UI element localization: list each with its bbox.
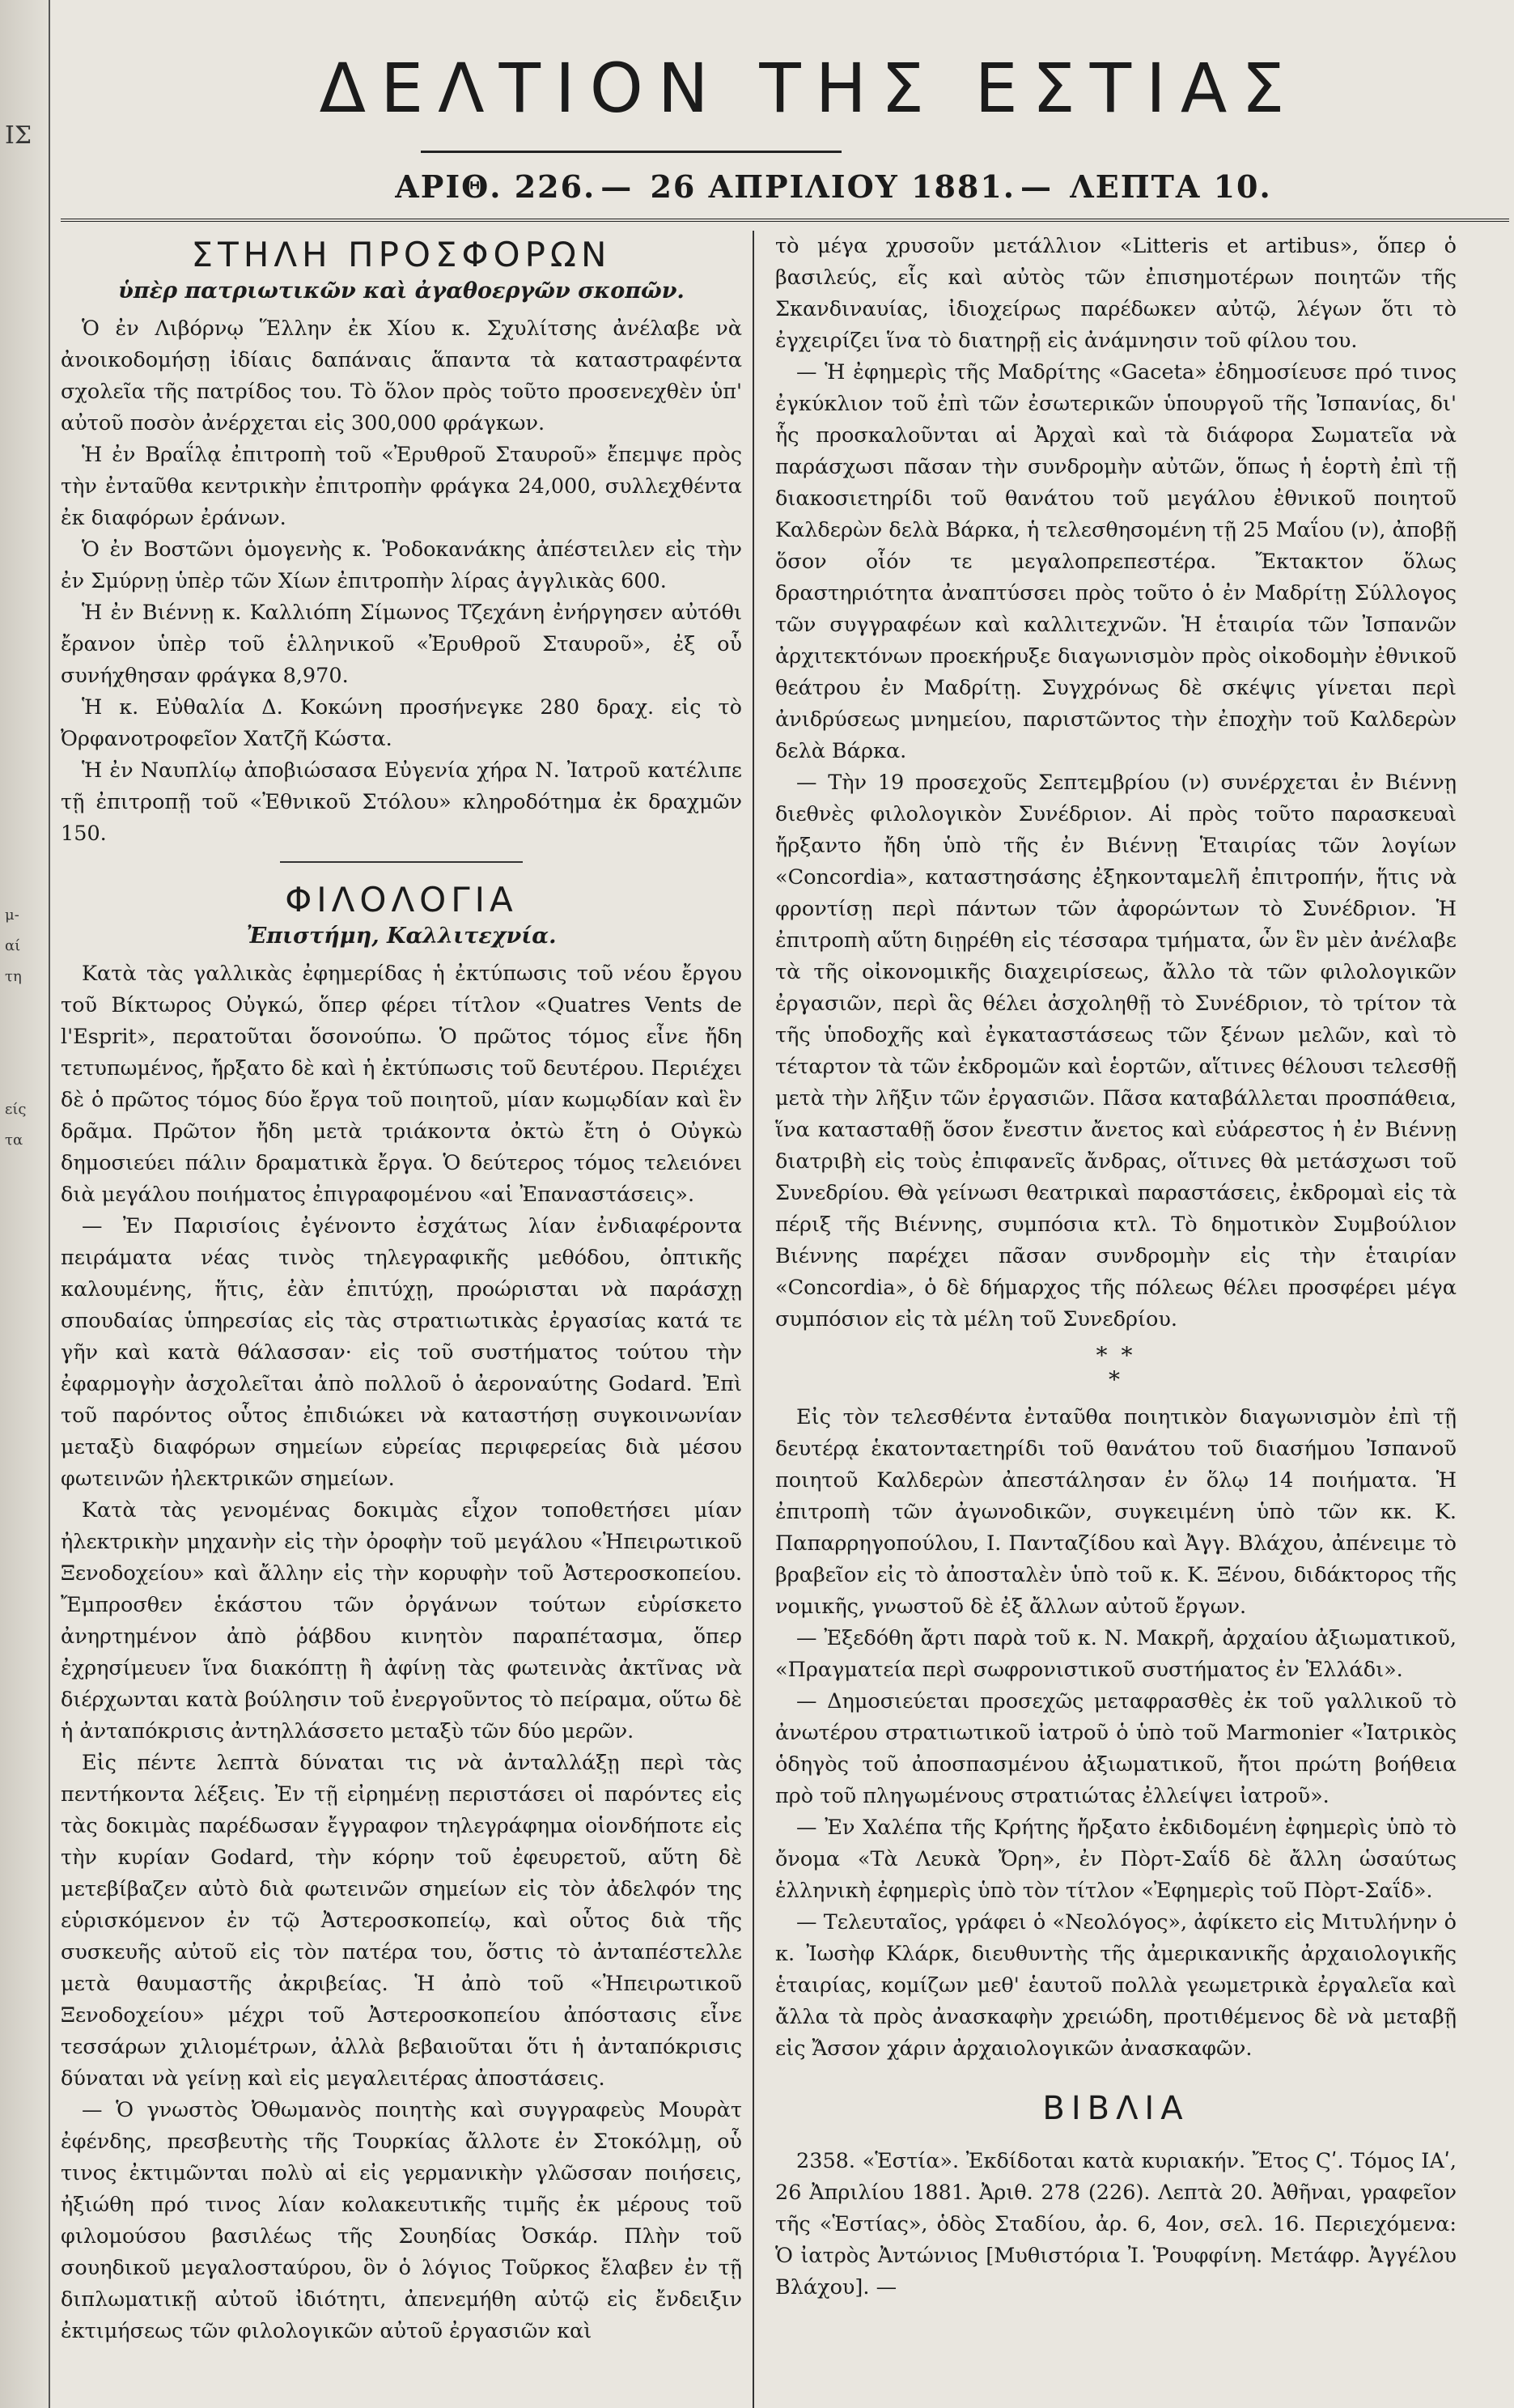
article-paragraph: Ὁ ἐν Βοστῶνι ὁμογενὴς κ. Ῥοδοκανάκης ἀπέστειλεν εἰς τὴν ἐν Σμύρνῃ ὑπὲρ τῶν Χίων ἐπιτροπὴν λίρας ἀγγλικὰς 600.	[61, 537, 742, 593]
left-column	[61, 231, 742, 2347]
biblia-title: ΒΙΒΛΙΑ	[1042, 2090, 1190, 2127]
masthead-rule	[421, 151, 842, 153]
filologia-title: ΦΙΛΟΛΟΓΙΑ	[285, 880, 518, 919]
article-paragraph: Κατὰ τὰς γενομένας δοκιμὰς εἶχον τοποθετήσει μίαν ἠλεκτρικὴν μηχανὴν εἰς τὴν ὀροφὴν τοῦ μεγάλου «Ἠπειρωτικοῦ Ξενοδοχείου» καὶ ἄλλην εἰς τὴν κορυφὴν τοῦ Ἀστεροσκοπείου. Ἔμπροσθεν ἑκάστου τῶν ὀργάνων τούτων εὑρίσκετο ἀνηρτημένον ἀπὸ ῥάβδου κινητὸν παραπέτασμα, ὅπερ ἐχρησίμευεν ἵνα διακόπτῃ ἢ ἀφίνῃ τὰς φωτεινὰς ἀκτῖνας νὰ διέρχωνται κατὰ βούλησιν τοῦ ἐνεργοῦντος τὸ πείραμα, οὕτω δὲ ἡ ἀνταπόκρισις ἀντηλλάσσετο μεταξὺ τῶν δύο μερῶν.	[61, 1498, 742, 1743]
article-paragraph: — Ἐν Χαλέπα τῆς Κρήτης ἤρξατο ἐκδιδομένη ἐφημερὶς ὑπὸ τὸ ὄνομα «Τὰ Λευκὰ Ὄρη», ἐν Πὸρτ-Σαΐδ δὲ ἄλλη ὡσαύτως ἑλληνικὴ ἐφημερὶς ὑπὸ τὸν τίτλον «Ἐφημερὶς τοῦ Πὸρτ-Σαΐδ».	[775, 1816, 1457, 1903]
filologia-subtitle: Ἐπιστήμη, Καλλιτεχνία.	[246, 924, 557, 949]
masthead-title: ΔΕΛΤΙΟΝ ΤΗΣ ΕΣΤΙΑΣ	[319, 49, 1300, 128]
edge-fragment: είς	[5, 1101, 27, 1118]
biblia-entry: 2358. «Ἑστία». Ἐκδίδοται κατὰ κυριακήν. Ἔτος Ϛʹ. Τόμος ΙΑʹ, 26 Ἀπριλίου 1881. Ἀριθ. 278 (226). Λεπτὰ 20. Ἀθῆναι, γραφεῖον τῆς «Ἑστίας», ὁδὸς Σταδίου, ἀρ. 6, 4ον, σελ. 16. Περιεχόμενα: Ὁ ἰατρὸς Ἀντώνιος [Μυθιστόρια Ἰ. Ῥουφφίνη. Μετάφρ. Ἀγγέλου Βλάχου]. —	[775, 2149, 1457, 2300]
prosfores-title: ΣΤΗΛΗ ΠΡΟΣΦΟΡΩΝ	[191, 235, 612, 274]
issue-number: ΑΡΙΘ. 226.	[395, 168, 596, 205]
edge-fragment: τη	[5, 968, 22, 985]
article-paragraph: — Τελευταῖος, γράφει ὁ «Νεολόγος», ἀφίκετο εἰς Μιτυλήνην ὁ κ. Ἰωσὴφ Κλάρκ, διευθυντὴς τῆς ἀμερικανικῆς ἀρχαιολογικῆς ἑταιρίας, κομίζων μεθ' ἑαυτοῦ πολλὰ γεωμετρικὰ ἐργαλεῖα καὶ ἄλλα τὰ πρὸς ἀνασκαφὴν χρειώδη, προτιθέμενος δὲ νὰ μεταβῇ εἰς Ἄσσον χάριν ἀρχαιολογικῶν ἀνασκαφῶν.	[775, 1910, 1457, 2061]
section-rule	[280, 861, 523, 863]
article-paragraph: Ἡ ἐν Βιέννῃ κ. Καλλιόπη Σίμωνος Τζεχάνη ἐνήργησεν αὐτόθι ἔρανον ὑπὲρ τοῦ ἑλληνικοῦ «Ἐρυθροῦ Σταυροῦ», ἐξ οὗ συνήχθησαν φράγκα 8,970.	[61, 601, 742, 688]
issue-date: 26 ΑΠΡΙΛΙΟΥ 1881.	[650, 168, 1016, 205]
adjacent-page-edge	[0, 0, 50, 2408]
article-paragraph: Ἡ κ. Εὐθαλία Δ. Κοκώνη προσήνεγκε 280 δραχ. εἰς τὸ Ὀρφανοτροφεῖον Χατζῆ Κώστα.	[61, 695, 742, 751]
article-paragraph: — Ἐξεδόθη ἄρτι παρὰ τοῦ κ. Ν. Μακρῆ, ἀρχαίου ἀξιωματικοῦ, «Πραγματεία περὶ σωφρονιστικοῦ συστήματος ἐν Ἑλλάδι».	[775, 1626, 1457, 1682]
article-paragraph: Εἰς τὸν τελεσθέντα ἐνταῦθα ποιητικὸν διαγωνισμὸν ἐπὶ τῇ δευτέρᾳ ἑκατονταετηρίδι τοῦ θανάτου τοῦ διασήμου Ἰσπανοῦ ποιητοῦ Καλδερὼν ἀπεστάλησαν ἐν ὅλῳ 14 ποιήματα. Ἡ ἐπιτροπὴ τῶν ἀγωνοδικῶν, συγκειμένη ὑπὸ τῶν κκ. Κ. Παπαρρηγοπούλου, Ι. Πανταζίδου καὶ Ἀγγ. Βλάχου, ἀπένειμε τὸ βραβεῖον εἰς τὸ ἀποσταλὲν ὑπὸ τοῦ κ. Κ. Ξένου, διδάκτορος τῆς νομικῆς, γνωστοῦ δὲ ἐξ ἄλλων αὐτοῦ ἔργων.	[775, 1405, 1457, 1619]
article-paragraph: Ἡ ἐν Ναυπλίῳ ἀποβιώσασα Εὐγενία χήρα Ν. Ἰατροῦ κατέλιπε τῇ ἐπιτροπῇ τοῦ «Ἐθνικοῦ Στόλου» κληροδότημα ἐκ δραχμῶν 150.	[61, 758, 742, 846]
edge-fragment: τα	[5, 1132, 23, 1149]
article-paragraph: — Ἡ ἐφημερὶς τῆς Μαδρίτης «Gaceta» ἐδημοσίευσε πρό τινος ἐγκύκλιον τοῦ ἐπὶ τῶν ἐσωτερικῶν ὑπουργοῦ τῆς Ἰσπανίας, δι' ἧς προσκαλοῦνται αἱ Ἀρχαὶ καὶ τὰ διάφορα Σωματεῖα νὰ παράσχωσι πᾶσαν τὴν συνδρομὴν αὐτῶν, ὅπως ἡ ἑορτὴ ἐπὶ τῇ διακοσιετηρίδι τοῦ θανάτου τοῦ μεγάλου ἐθνικοῦ ποιητοῦ Καλδερὼν δελὰ Βάρκα, ἡ τελεσθησομένη τῇ 25 Μαΐου (ν), ἀποβῇ ὅσον οἷόν τε μεγαλοπρεπεστέρα. Ἔκτακτον ὅλως δραστηριότητα ἀναπτύσσει πρὸς τοῦτο ὁ ἐν Μαδρίτῃ Σύλλογος τῶν συγγραφέων καὶ καλλιτεχνῶν. Ἡ ἑταιρία τῶν Ἰσπανῶν ἀρχιτεκτόνων προεκήρυξε διαγωνισμὸν πρὸς οἰκοδομὴν ἐθνικοῦ θεάτρου ἐν Μαδρίτῃ. Συγχρόνως δὲ σκέψις γίνεται περὶ ἀνιδρύσεως μνημείου, παριστῶντος τὴν ἐποχὴν τοῦ Καλδερὼν δελὰ Βάρκα.	[775, 360, 1457, 763]
article-paragraph: Ἡ ἐν Βραΐλᾳ ἐπιτροπὴ τοῦ «Ἐρυθροῦ Σταυροῦ» ἔπεμψε πρὸς τὴν ἐνταῦθα κεντρικὴν ἐπιτροπὴν φράγκα 24,000, συλλεχθέντα ἐκ διαφόρων ἐράνων.	[61, 443, 742, 530]
article-paragraph: Ὁ ἐν Λιβόρνῳ Ἕλλην ἐκ Χίου κ. Σχυλίτσης ἀνέλαβε νὰ ἀνοικοδομήσῃ ἰδίαις δαπάναις ἅπαντα τὰ καταστραφέντα σχολεῖα τῆς πατρίδος του. Τὸ ὅλον πρὸς τοῦτο προσενεχθὲν ὑπ' αὐτοῦ ποσὸν ἀνέρχεται εἰς 300,000 φράγκων.	[61, 316, 742, 435]
article-paragraph: — Δημοσιεύεται προσεχῶς μεταφρασθὲς ἐκ τοῦ γαλλικοῦ τὸ ἀνωτέρου στρατιωτικοῦ ἰατροῦ ὁ ὑπὸ τοῦ Marmonier «Ἰατρικὸς ὁδηγὸς τοῦ ἀποσπασμένου ἀξιωματικοῦ, ἤτοι πρώτη βοήθεια πρὸ τοῦ πληγωμένους στρατιώτας ἐλλείψει ἰατροῦ».	[775, 1689, 1457, 1808]
article-paragraph: Κατὰ τὰς γαλλικὰς ἐφημερίδας ἡ ἐκτύπωσις τοῦ νέου ἔργου τοῦ Βίκτωρος Οὐγκώ, ὅπερ φέρει τίτλον «Quatres Vents de l'Esprit», περατοῦται ὅσονούπω. Ὁ πρῶτος τόμος εἶνε ἤδη τετυπωμένος, ἤρξατο δὲ καὶ ἡ ἐκτύπωσις τοῦ δευτέρου. Περιέχει δὲ ὁ πρῶτος τόμος δύο ἔργα τοῦ ποιητοῦ, μίαν κωμῳδίαν καὶ ἓν δρᾶμα. Πρῶτον ἤδη μετὰ τριάκοντα ὀκτὼ ἔτη ὁ Οὐγκὼ δημοσιεύει πάλιν δραματικὰ ἔργα. Ὁ δεύτερος τόμος τελειόνει διὰ μεγάλου ποιήματος ἐπιγραφομένου «αἱ Ἐπαναστάσεις».	[61, 962, 742, 1207]
issue-line: ΑΡΙΘ. 226. — 26 ΑΠΡΙΛΙΟΥ 1881. — ΛΕΠΤΑ 10.	[395, 168, 1272, 205]
article-paragraph: Εἰς πέντε λεπτὰ δύναται τις νὰ ἀνταλλάξῃ περὶ τὰς πεντήκοντα λέξεις. Ἐν τῇ εἰρημένῃ περιστάσει οἱ παρόντες εἰς τὰς δοκιμὰς παρέδωσαν ἔγγραφον τηλεγράφημα οἱονδήποτε εἰς τὴν κυρίαν Godard, τὴν κόρην τοῦ ἐφευρετοῦ, αὕτη δὲ μετεβίβαζεν αὐτὸ διὰ φωτεινῶν σημείων εἰς τὸν ἀδελφόν της εὑρισκόμενον ἐν τῷ Ἀστεροσκοπείῳ, καὶ οὗτος διὰ τῆς συσκευῆς αὐτοῦ εἰς τὸν πατέρα του, ὅστις τὸ ἀνταπέστελλε μετὰ θαυμαστῆς ἀκριβείας. Ἡ ἀπὸ τοῦ «Ἠπειρωτικοῦ Ξενοδοχείου» μέχρι τοῦ Ἀστεροσκοπείου ἀπόστασις εἶνε τεσσάρων χιλιομέτρων, ἀλλὰ βεβαιοῦται ὅτι ἡ ἀνταπόκρισις δύναται νὰ γείνῃ καὶ εἰς μεγαλειτέρας ἀποστάσεις.	[61, 1751, 742, 2091]
article-paragraph: — Τὴν 19 προσεχοῦς Σεπτεμβρίου (ν) συνέρχεται ἐν Βιέννῃ διεθνὲς φιλολογικὸν Συνέδριον. Αἱ πρὸς τοῦτο παρασκευαὶ ἤρξαντο ἤδη ὑπὸ τῆς ἐν Βιέννῃ Ἑταιρίας τῶν λογίων «Concordia», καταστησάσης ἐξηκονταμελῆ ἐπιτροπήν, ἥτις νὰ φροντίσῃ περὶ πάντων τῶν ἀφορώντων τὸ Συνέδριον. Ἡ ἐπιτροπὴ αὕτη διῃρέθη εἰς τέσσαρα τμήματα, ὧν ἓν μὲν ἀνέλαβε τὰ τῆς οἰκονομικῆς διαχειρίσεως, ἄλλο τὰ τῶν φιλολογικῶν ἐργασιῶν, περὶ ἃς θέλει ἀσχοληθῇ τὸ Συνέδριον, τὸ τρίτον τὰ τῆς ὑποδοχῆς καὶ ἐγκαταστάσεως τῶν ξένων μελῶν, καὶ τὸ τέταρτον τὰ τῶν ἐκδρομῶν καὶ ἑορτῶν, αἵτινες θέλουσι τελεσθῇ μετὰ τὴν λῆξιν τῶν ἐργασιῶν. Πᾶσα καταβάλλεται προσπάθεια, ἵνα κατασταθῇ ὅσον ἔνεστιν ἄνετος καὶ εὐάρεστος ἡ ἐν Βιέννῃ διατριβὴ εἰς τοὺς ἐπιφανεῖς ἄνδρας, οἵτινες θὰ μετάσχωσι τοῦ Συνεδρίου. Θὰ γείνωσι θεατρικαὶ παραστάσεις, ἐκδρομαὶ εἰς τὰ πέριξ τῆς Βιέννης, συμπόσια κτλ. Τὸ δημοτικὸν Συμβούλιον Βιέννης παρέχει πᾶσαν συνδρομὴν εἰς τὴν ἑταιρίαν «Concordia», ὁ δὲ δήμαρχος τῆς πόλεως θέλει προσφέρει μέγα συμπόσιον εἰς τὰ μέλη τοῦ Συνεδρίου.	[775, 771, 1457, 1331]
issue-price: ΛΕΠΤΑ 10.	[1070, 168, 1272, 205]
right-column	[775, 231, 1457, 2304]
column-divider	[753, 231, 754, 2408]
header-rule	[61, 219, 1509, 222]
section-separator-stars: * * *	[1096, 1342, 1136, 1393]
edge-fragment: μ-	[5, 907, 19, 924]
article-paragraph: τὸ μέγα χρυσοῦν μετάλλιον «Litteris et artibus», ὅπερ ὁ βασιλεύς, εἷς καὶ αὐτὸς τῶν ἐπισημοτέρων ποιητῶν τῆς Σκανδιναυίας, ἰδιοχείρως παρέδωκεν αὐτῷ, λέγων ὅτι τὸ ἐγχειρίζει ἵνα τὸ διατηρῇ εἰς ἀνάμνησιν τοῦ φίλου του.	[775, 234, 1457, 353]
article-paragraph: — Ὁ γνωστὸς Ὀθωμανὸς ποιητὴς καὶ συγγραφεὺς Μουρὰτ ἐφένδης, πρεσβευτὴς τῆς Τουρκίας ἄλλοτε ἐν Στοκόλμῃ, οὗ τινος ἐκτιμῶνται πολὺ αἱ εἰς γερμανικὴν γλῶσσαν ποιήσεις, ἠξιώθη πρό τινος λίαν κολακευτικῆς τιμῆς ἐκ μέρους τοῦ φιλομούσου βασιλέως τῆς Σουηδίας Ὀσκάρ. Πλὴν τοῦ σουηδικοῦ μεγαλοσταύρου, ὃν ὁ λόγιος Τοῦρκος ἔλαβεν ἐν τῇ διπλωματικῇ αὐτοῦ ἰδιότητι, ἀπενεμήθη αὐτῷ εἰς ἔνδειξιν ἐκτιμήσεως τῶν φιλολογικῶν αὐτοῦ ἐργασιῶν καὶ	[61, 2098, 742, 2343]
edge-fragment: ΙΣ	[5, 121, 32, 150]
prosfores-subtitle: ὑπὲρ πατριωτικῶν καὶ ἀγαθοεργῶν σκοπῶν.	[118, 278, 685, 304]
article-paragraph: — Ἐν Παρισίοις ἐγένοντο ἐσχάτως λίαν ἐνδιαφέροντα πειράματα νέας τινὸς τηλεγραφικῆς μεθόδου, ὀπτικῆς καλουμένης, ἥτις, ἐὰν ἐπιτύχῃ, προώρισται νὰ παράσχῃ σπουδαίας ὑπηρεσίας εἰς τὰς στρατιωτικὰς ἐργασίας κατά τε γῆν καὶ κατὰ θάλασσαν· εἰς τοῦ συστήματος τούτου τὴν ἐφαρμογὴν ἀσχολεῖται ἀπὸ πολλοῦ ὁ ἀεροναύτης Godard. Ἐπὶ τοῦ παρόντος οὗτος ἐπιδιώκει νὰ καταστήσῃ συγκοινωνίαν μεταξὺ διαφόρων σημείων εὐρείας περιφερείας διὰ μέσου φωτεινῶν ἠλεκτρικῶν σημείων.	[61, 1214, 742, 1491]
edge-fragment: αί	[5, 937, 21, 954]
